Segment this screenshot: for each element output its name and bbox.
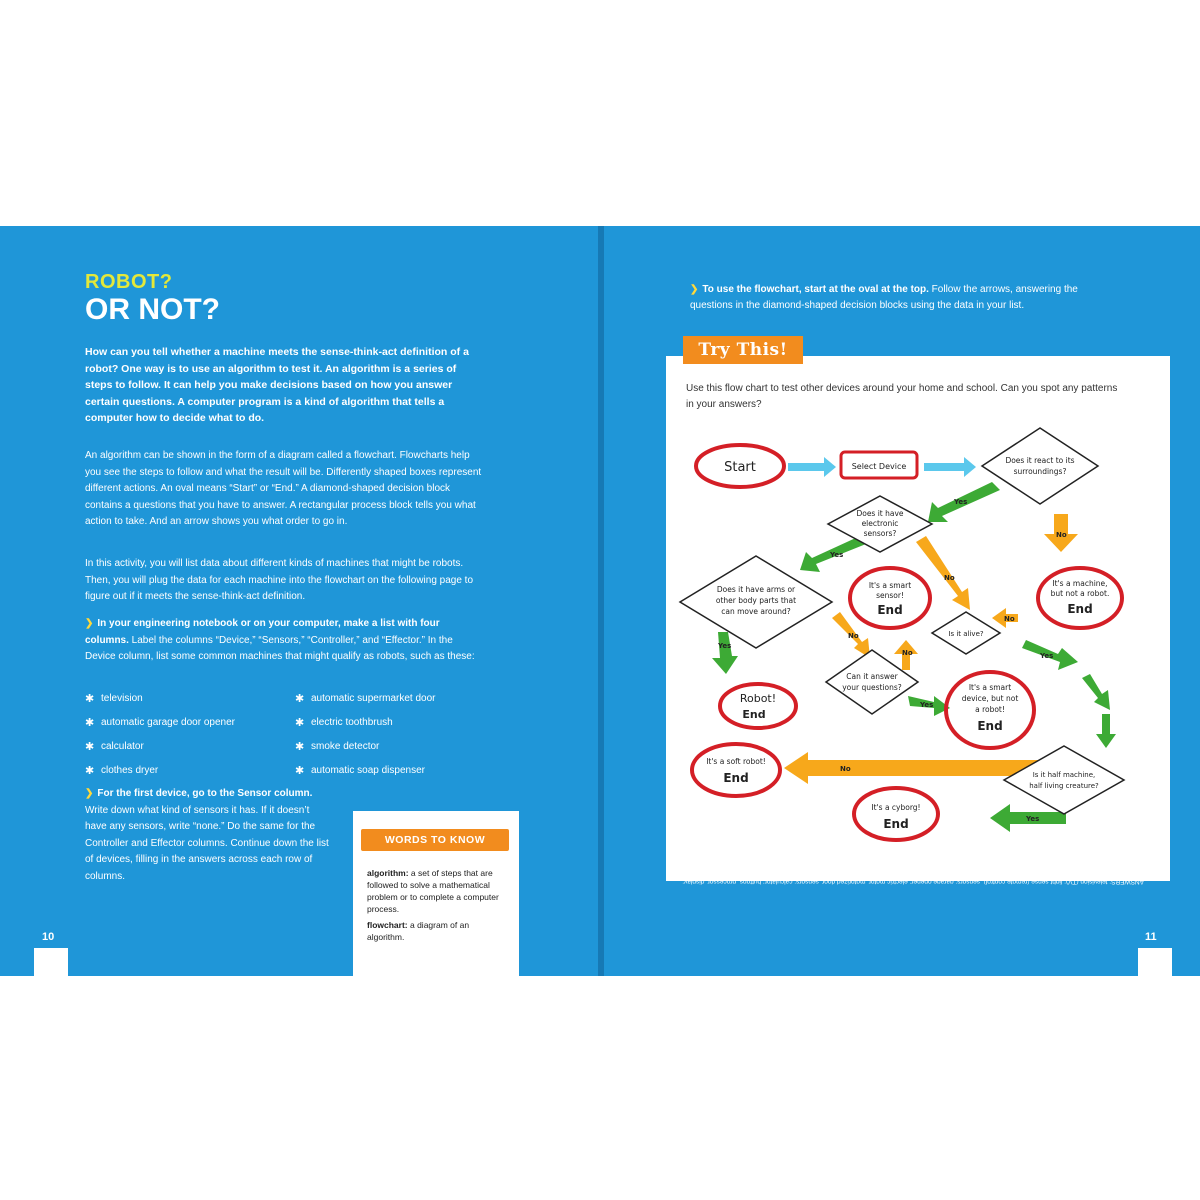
arrow-select-to-react: [924, 457, 976, 477]
decision-arms-line3: can move around?: [721, 607, 791, 616]
chevron-right-icon: ❯: [690, 284, 699, 295]
glossary: [367, 867, 507, 943]
decision-alive-label: Is it alive?: [948, 630, 984, 638]
star-bullet-icon: ✱: [85, 765, 95, 777]
label-yes: Yes: [920, 701, 934, 709]
decision-answer-line2: your questions?: [842, 683, 902, 692]
arrow-sensors-no: [916, 536, 970, 610]
label-no: No: [944, 574, 955, 582]
decision-react: [982, 428, 1098, 504]
robot-flowchart: [666, 356, 1170, 881]
end-smart-device-end: End: [977, 719, 1003, 733]
flowchart-instructions: ❯ To use the flowchart, start at the oval at the top. Follow the arrows, answering the questions in the diamond-shaped decision blocks using the data in your list.: [690, 284, 1078, 311]
label-no: No: [1004, 615, 1015, 623]
end-smart-sensor-line1: It's a smart: [868, 581, 912, 590]
page-tab: [34, 948, 68, 976]
star-bullet-icon: ✱: [85, 741, 95, 753]
left-page: [0, 226, 598, 976]
section-kicker: ROBOT?: [85, 271, 173, 293]
label-yes: Yes: [1040, 652, 1054, 660]
page-number: 10: [42, 931, 55, 943]
instruction-step-2: ❯ For the first device, go to the Sensor column. Write down what kind of sensors it has. If it doesn’t have any sensors, write “none.” Do the same for the Controller and Effector columns. Continue down the list of devices, filling in the answers across each row of columns.: [85, 788, 329, 882]
words-to-know-heading: WORDS TO KNOW: [361, 829, 509, 851]
decision-half-line1: Is it half machine,: [1032, 771, 1096, 779]
glossary-entry: algorithm: a set of steps that are followed to solve a mathematical problem or to complete a computer process.: [367, 868, 499, 914]
label-yes: Yes: [830, 551, 844, 559]
page-number: 11: [1145, 931, 1157, 943]
label-yes: Yes: [718, 642, 732, 650]
label-no: No: [902, 649, 913, 657]
end-soft-robot-label: It's a soft robot!: [706, 757, 766, 766]
star-bullet-icon: ✱: [295, 741, 305, 753]
decision-sensors-line3: sensors?: [863, 529, 897, 538]
list-item: ✱ automatic garage door opener: [85, 717, 235, 729]
glossary-entry: flowchart: a diagram of an algorithm.: [367, 920, 470, 942]
start-label: Start: [724, 460, 756, 475]
end-robot: [720, 684, 796, 728]
list-item: ✱ automatic supermarket door: [295, 693, 436, 705]
star-bullet-icon: ✱: [295, 717, 305, 729]
star-bullet-icon: ✱: [85, 717, 95, 729]
arrow-start-to-select: [788, 457, 836, 477]
instruction-step-1: ❯ In your engineering notebook or on your computer, make a list with four columns. Label the columns “Device,” “Sensors,” “Controller,” and “Effector.” In the Device column, list some common machines that might qualify as robots, such as these:: [85, 618, 475, 662]
arrow-chain-2: [1096, 714, 1116, 748]
list-item: ✱ electric toothbrush: [295, 717, 393, 729]
end-cyborg: [854, 788, 938, 840]
decision-arms-line1: Does it have arms or: [716, 585, 796, 594]
page-tab: [1138, 948, 1172, 976]
arrow-chain-1: [1082, 674, 1110, 710]
words-to-know-box: [353, 811, 519, 976]
label-no: No: [1056, 531, 1067, 539]
star-bullet-icon: ✱: [295, 693, 305, 705]
decision-half-line2: half living creature?: [1029, 782, 1099, 790]
end-smart-sensor-end: End: [877, 603, 903, 617]
select-device-label: Select Device: [851, 462, 907, 471]
decision-react-line1: Does it react to its: [1005, 456, 1075, 465]
intro-paragraph: How can you tell whether a machine meets the sense-think-act definition of a robot? One way is to use an algorithm to test it. An algorithm is a series of steps to follow. It can help you make decisions based on how you answer certain questions. A computer program is a kind of algorithm that tells a computer how to decide what to do.: [85, 346, 469, 424]
end-machine: [1038, 568, 1122, 628]
end-smart-device-line3: a robot!: [975, 705, 1005, 714]
arrow-half-no: [784, 752, 1038, 784]
star-bullet-icon: ✱: [295, 765, 305, 777]
decision-sensors-line1: Does it have: [856, 509, 904, 518]
label-no: No: [840, 765, 851, 773]
end-machine-line2: but not a robot.: [1050, 589, 1110, 598]
chevron-right-icon: ❯: [85, 788, 94, 799]
decision-half: [1004, 746, 1124, 814]
list-item: ✱ smoke detector: [295, 741, 380, 753]
page-title: OR NOT?: [85, 293, 220, 326]
decision-arms-line2: other body parts that: [715, 596, 797, 605]
end-cyborg-end: End: [883, 817, 909, 831]
label-yes: Yes: [1026, 815, 1040, 823]
try-this-heading: Try This!: [683, 336, 803, 364]
decision-answer-line1: Can it answer: [846, 672, 898, 681]
end-robot-label: Robot!: [739, 692, 777, 705]
end-soft-robot: [692, 744, 780, 796]
end-cyborg-label: It's a cyborg!: [871, 803, 921, 812]
list-item: ✱ automatic soap dispenser: [295, 765, 425, 777]
star-bullet-icon: ✱: [85, 693, 95, 705]
end-robot-end: End: [742, 708, 766, 721]
end-machine-line1: It's a machine,: [1052, 579, 1108, 588]
book-spread: [0, 226, 1200, 976]
answers-upside-down: ANSWERS: television (TV): light sense (remote control), sensors; garage opener: electric motor, motorized door, sensors; calculator: buttons, processor, display; clothes dryer: heat sensor, timer, motor; supermarket door: motion sensor, controller, motor; toothbrush: motor; smoke detector: smoke sensor, controller, alarm; soap dispenser: motion sensor, controller, pump.: [682, 858, 1144, 885]
end-machine-end: End: [1067, 602, 1093, 616]
list-item: ✱ television: [85, 693, 143, 705]
end-soft-robot-end: End: [723, 771, 749, 785]
list-item: ✱ clothes dryer: [85, 765, 159, 777]
list-item: ✱ calculator: [85, 741, 144, 753]
right-page: [604, 226, 1200, 976]
flowchart-paragraph: An algorithm can be shown in the form of a diagram called a flowchart. Flowcharts help you see the steps to follow and what the result will be. Differently shaped boxes represent different actions. An oval means “Start” or “End.” A diamond-shaped decision block contains a questions that you have to answer. A rectangular process block tells you what action to take. And an arrow shows you what order to go in.: [85, 450, 482, 527]
label-no: No: [848, 632, 859, 640]
end-smart-device-line2: device, but not: [961, 694, 1019, 703]
chevron-right-icon: ❯: [85, 618, 94, 629]
end-smart-device-line1: It's a smart: [968, 683, 1012, 692]
arrow-arms-yes: [712, 632, 738, 674]
try-this-box: [666, 356, 1170, 881]
try-this-text: Use this flow chart to test other devices around your home and school. Can you spot any patterns in your answers?: [686, 383, 1118, 410]
activity-paragraph: In this activity, you will list data about different kinds of machines that might be robots. Then, you will plug the data for each machine into the flowchart on the following page to figure out if it meets the sense-think-act definition.: [85, 558, 474, 602]
end-smart-sensor-line2: sensor!: [876, 591, 904, 600]
decision-react-line2: surroundings?: [1013, 467, 1067, 476]
decision-sensors-line2: electronic: [861, 519, 899, 528]
label-yes: Yes: [954, 498, 968, 506]
